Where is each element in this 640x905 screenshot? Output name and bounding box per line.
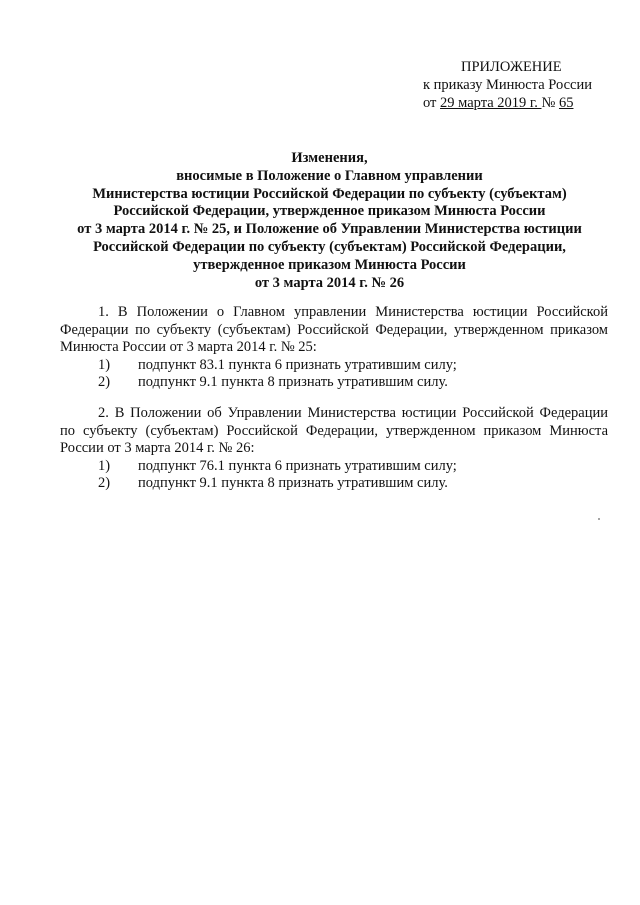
heading-line: от 3 марта 2014 г. № 25, и Положение об Управлении Министерства юстиции [77,221,582,238]
list-item [60,475,608,493]
heading-line: Изменения, [291,150,368,166]
heading-line: вносимые в Положение о Главном управлении [176,167,483,184]
heading-line: от 3 марта 2014 г. № 26 [254,274,405,291]
heading-line: утвержденное приказом Минюста России [193,256,466,273]
order-number: 65 [558,95,574,111]
item-number: 1) [98,457,111,474]
list-item [60,458,608,476]
appendix-date-line [423,94,623,112]
item-text: подпункт 83.1 пункта 6 признать утратившим силу; [138,356,457,373]
item-text: подпункт 9.1 пункта 8 признать утратившим силу. [138,475,448,491]
heading-line: Российской Федерации по субъекту (субъектам) Российской Федерации, [93,238,566,255]
appendix-title: ПРИЛОЖЕНИЕ [461,59,562,75]
scan-speck [598,518,600,520]
appendix-block [423,58,623,112]
document-heading [52,150,607,292]
item-text: подпункт 76.1 пункта 6 признать утратившим силу; [138,457,457,474]
heading-line: Российской Федерации, утвержденное приказом Минюста России [113,203,546,220]
item-number: 2) [98,475,111,491]
order-date: 29 марта 2019 г. [440,95,542,111]
section-paragraph: 1. В Положении о Главном управлении Министерства юстиции Российской Федерации по субъекту (субъектам) Российской Федерации, утвержденном приказом Минюста России от 3 марта 2014 г. № 25: [60,304,608,355]
section-1 [60,304,608,392]
heading-line: Министерства юстиции Российской Федерации по субъекту (субъектам) [92,185,567,202]
list-item [60,357,608,375]
appendix-order-ref: к приказу Минюста России [423,77,592,93]
number-prefix: № [541,95,559,111]
list-item [60,374,608,392]
item-number: 1) [98,356,111,373]
section-paragraph: 2. В Положении об Управлении Министерства юстиции Российской Федерации по субъекту (субъектам) Российской Федерации, утвержденном приказом Минюста России от 3 марта 2014 г. № 26: [60,405,608,456]
item-number: 2) [98,374,111,390]
item-text: подпункт 9.1 пункта 8 признать утратившим силу. [138,374,448,390]
section-2 [60,405,608,493]
date-prefix: от [423,95,441,111]
